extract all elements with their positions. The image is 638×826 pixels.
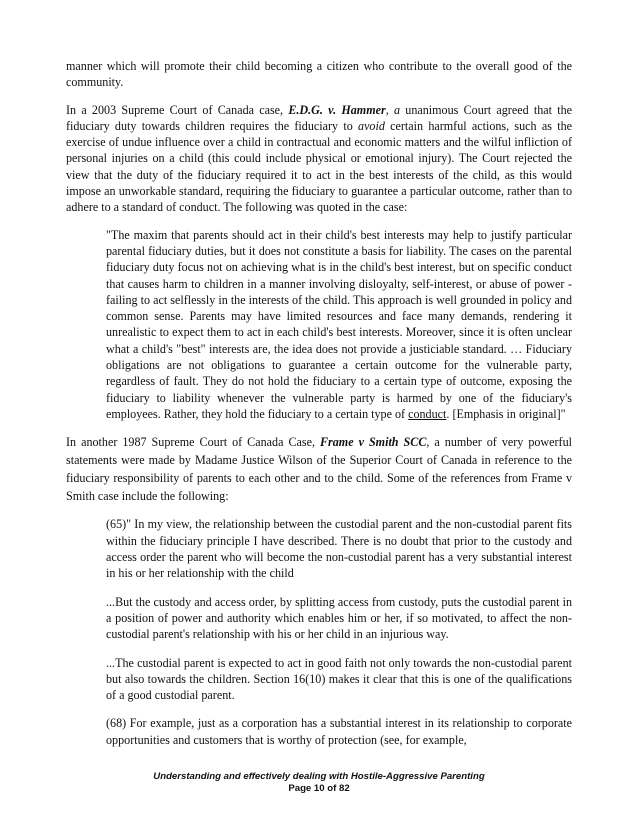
italic-word: a	[393, 102, 401, 117]
block-quote-good-faith: ...The custodial parent is expected to act in good faith not only towards the non-custodial parent but also towards the children. Section 16(10) makes it clear that this is one of the qualifications of a good custodial parent.	[106, 655, 572, 703]
paragraph-continuation: manner which will promote their child becoming a citizen who contribute to the overall good of the community.	[66, 59, 572, 90]
text-span: certain harmful actions, such as the exercise of undue influence over a child in contractual and economic matters and the wilful infliction of personal injuries on a child (this could include physical or emotional injury). The Court rejected the view that the duty of the fiduciary required it to act in the best interests of the child, as this would impose an unworkable standard, requiring the fiduciary to guarantee a particular outcome, rather than to adhere to a standard of conduct. The following was quoted in the case:	[66, 118, 572, 215]
page-footer	[0, 771, 638, 795]
underlined-word: conduct	[408, 406, 447, 421]
footer-page-number: Page 10 of 82	[288, 783, 350, 794]
case-name: E.D.G. v. Hammer	[288, 102, 386, 117]
case-name: Frame v Smith SCC	[319, 435, 427, 450]
block-quote-68: (68) For example, just as a corporation has a substantial interest in its relationship to corporate opportunities and customers that is worthy of protection (see, for example,	[106, 716, 572, 747]
quote-text: "The maxim that parents should act in their child's best interests may help to justify particular parental fiduciary duties, but it does not constitute a basis for liability. The cases on the parental fiduciary duty focus not on achieving what is in the child's best interest, but on specific conduct that causes harm to children in a manner involving disloyalty, self-interest, or abuse of power - failing to act selflessly in the interests of the child. This approach is well grounded in policy and common sense. Parents may have limited resources and face many demands, rendering it unrealistic to expect them to act in each child's best interests. Moreover, since it is often unclear what a child's "best" interests are, the idea does not provide a justiciable standard. … Fiduciary obligations are not obligations to guarantee a certain outcome for the vulnerable party, regardless of fault. They do not hold the fiduciary to a certain type of outcome, exposing the fiduciary to liability whenever the vulnerable party is harmed by one of the fiduciary's employees. Rather, they hold the fiduciary to a certain type of	[106, 227, 572, 421]
paragraph-frame-v-smith	[66, 434, 572, 505]
block-quote-65: (65)" In my view, the relationship between the custodial parent and the non-custodial parent fits within the fiduciary principle I have described. There is no doubt that prior to the custody and access order the parent who will become the non-custodial parent has a very substantial interest in his or her relationship with the child	[106, 517, 572, 581]
block-quote-access-order: ...But the custody and access order, by splitting access from custody, puts the custodial parent in a position of power and authority which enables him or her, if so motivated, to affect the non-custodial parent's relationship with his or her child in an injurious way.	[106, 594, 572, 642]
quote-text-end: . [Emphasis in original]"	[446, 406, 566, 421]
block-quote-hammer	[106, 227, 572, 423]
text-span: unanimous Court agreed that the fiduciary duty towards children requires the fiduciary to	[66, 102, 573, 133]
text-span: , a number of very powerful statements were made by Madame Justice Wilson of the Superior Court of Canada in reference to the fiduciary responsibility of parents to each other and to the child. Some of the references from Frame v Smith case include the following:	[66, 435, 572, 503]
footer-title: Understanding and effectively dealing with Hostile-Aggressive Parenting	[153, 771, 485, 782]
text-span: In another 1987 Supreme Court of Canada Case,	[66, 435, 320, 450]
paragraph-edg-v-hammer	[66, 102, 572, 216]
text-span: ,	[385, 102, 394, 117]
italic-word-avoid: avoid	[358, 118, 385, 133]
text-span: In a 2003 Supreme Court of Canada case,	[66, 102, 289, 117]
